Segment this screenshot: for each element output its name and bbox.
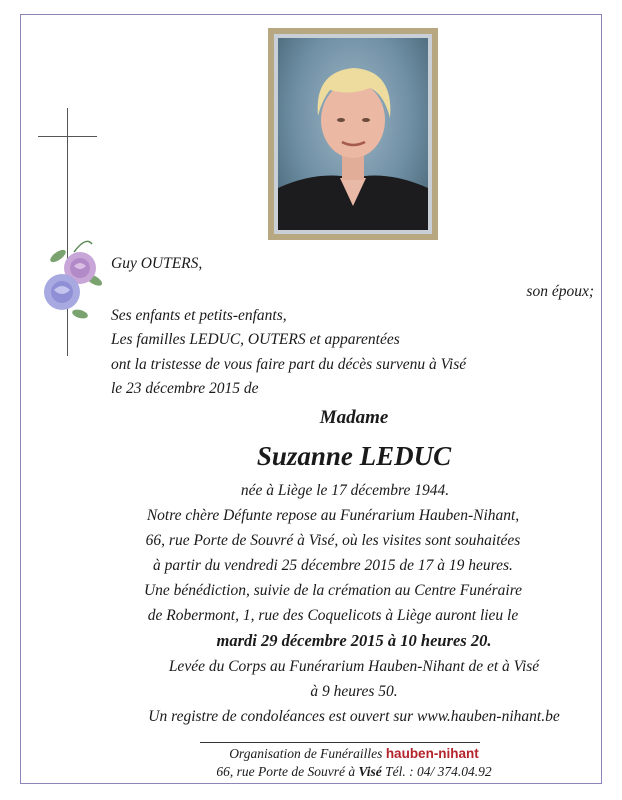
ceremony-date: mardi 29 décembre 2015 à 10 heures 20.: [216, 631, 492, 650]
family-line-2: Les familles LEDUC, OUTERS et apparentées: [111, 331, 400, 348]
footer-organisation: [0, 746, 622, 762]
footer-org-prefix: Organisation de Funérailles: [229, 746, 383, 761]
footer-brand: hauben-nihant: [385, 746, 479, 761]
detail-line-4: Une bénédiction, suivie de la crémation au Centre Funéraire: [143, 582, 523, 599]
husband-role: son époux;: [526, 283, 594, 300]
family-line-3: ont la tristesse de vous faire part du décès survenu à Visé: [111, 356, 467, 373]
roses-decoration-icon: [34, 234, 108, 322]
husband-name: Guy OUTERS,: [111, 255, 203, 272]
portrait-frame: [268, 28, 438, 240]
family-line-4: le 23 décembre 2015 de: [111, 380, 259, 397]
birth-line: née à Liège le 17 décembre 1944.: [240, 482, 450, 499]
footer-address: [0, 764, 622, 780]
cross-horizontal: [38, 136, 97, 137]
deceased-title: Madame: [319, 407, 389, 428]
detail-line-3: à partir du vendredi 25 décembre 2015 de 17 à 19 heures.: [153, 557, 513, 574]
family-line-1: Ses enfants et petits-enfants,: [111, 307, 287, 324]
detail-line-1: Notre chère Défunte repose au Funérarium Hauben-Nihant,: [146, 507, 520, 524]
detail-line-7: à 9 heures 50.: [310, 683, 398, 700]
deceased-name: Suzanne LEDUC: [256, 441, 452, 471]
detail-line-2: 66, rue Porte de Souvré à Visé, où les visites sont souhaitées: [145, 532, 521, 549]
footer-phone: Tél. : 04/ 374.04.92: [385, 764, 492, 779]
detail-line-5: de Robermont, 1, rue des Coquelicots à Liège auront lieu le: [147, 607, 519, 624]
detail-line-6: Levée du Corps au Funérarium Hauben-Nihant de et à Visé: [168, 658, 540, 675]
detail-line-8: Un registre de condoléances est ouvert sur www.hauben-nihant.be: [148, 708, 560, 725]
footer-separator: [200, 742, 480, 743]
portrait-photo: [278, 38, 428, 230]
footer-addr-prefix: 66, rue Porte de Souvré à: [216, 764, 356, 779]
footer-city: Visé: [358, 764, 382, 779]
